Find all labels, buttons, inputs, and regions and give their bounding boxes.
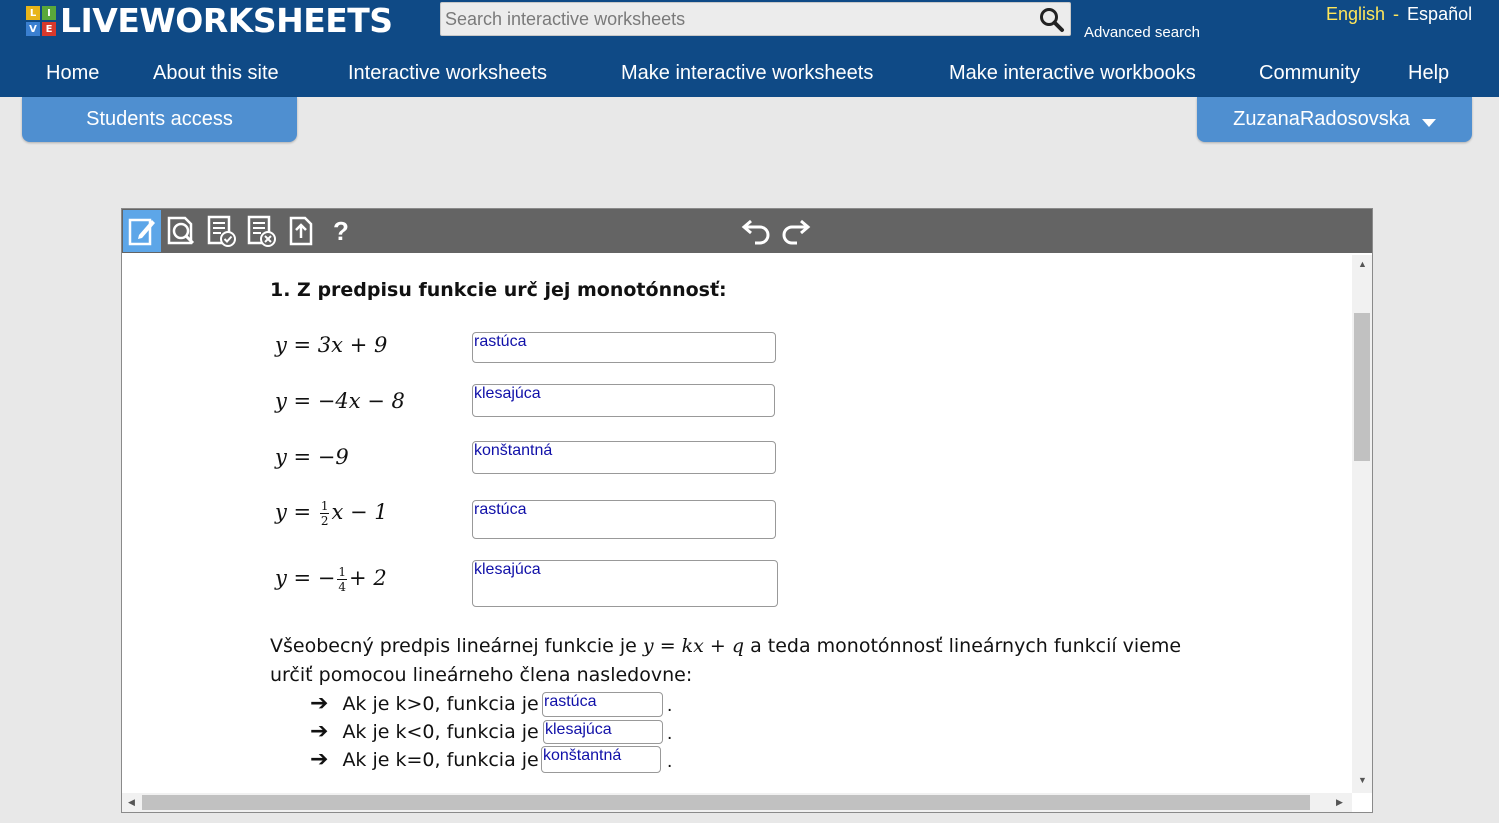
arrow-icon: ➔ <box>310 691 329 716</box>
logo-block-e: E <box>42 22 56 36</box>
logo-block-i: I <box>42 6 56 20</box>
upload-icon[interactable] <box>282 210 320 252</box>
scroll-right-icon[interactable]: ▶ <box>1336 797 1343 807</box>
fraction-1-4 <box>337 565 347 594</box>
paragraph-line-2: určiť pomocou lineárneho člena nasledovne: <box>270 664 693 686</box>
rule-3 <box>310 747 539 772</box>
students-access-label: Students access <box>86 108 233 130</box>
students-access-button[interactable] <box>22 97 297 142</box>
nav-make-workbooks[interactable]: Make interactive workbooks <box>949 62 1196 84</box>
paragraph-text: Všeobecný predpis lineárnej funkcie je <box>270 635 643 657</box>
nav-interactive-worksheets[interactable]: Interactive worksheets <box>348 62 547 84</box>
lang-espanol[interactable]: Español <box>1407 4 1473 24</box>
lang-english[interactable]: English <box>1326 4 1386 24</box>
search-input[interactable] <box>441 3 1039 35</box>
fraction-numerator: 1 <box>320 499 329 513</box>
rule-text: Ak je k<0, funkcia je <box>342 720 539 743</box>
period: . <box>667 751 673 772</box>
advanced-search-link[interactable]: Advanced search <box>1084 24 1200 41</box>
arrow-icon: ➔ <box>310 747 329 772</box>
answer-field-2[interactable]: klesajúca <box>472 384 775 417</box>
rule-1 <box>310 691 539 716</box>
undo-icon[interactable] <box>737 210 775 252</box>
logo-blocks <box>26 6 56 36</box>
search-icon[interactable] <box>1039 7 1065 33</box>
preview-icon[interactable] <box>162 210 200 252</box>
period: . <box>667 723 673 744</box>
language-switcher <box>1326 4 1472 25</box>
equation-5 <box>275 565 387 594</box>
answer-field-4[interactable]: rastúca <box>472 500 776 539</box>
equation-4-rhs: x − 1 <box>331 500 388 524</box>
equation-5-rhs: + 2 <box>349 566 387 590</box>
editor-toolbar <box>122 209 1372 253</box>
scroll-left-icon[interactable]: ◀ <box>128 797 135 807</box>
nav-make-worksheets[interactable]: Make interactive worksheets <box>621 62 874 84</box>
edit-icon[interactable] <box>123 210 161 252</box>
fraction-denominator: 4 <box>338 580 347 594</box>
top-header <box>0 0 1499 97</box>
arrow-icon: ➔ <box>310 719 329 744</box>
rule-answer-3[interactable]: konštantná <box>541 746 661 773</box>
worksheet-frame <box>121 208 1373 813</box>
rule-answer-1[interactable]: rastúca <box>542 692 663 717</box>
search-box <box>440 2 1071 36</box>
fraction-1-2 <box>320 499 330 528</box>
help-icon[interactable]: ? <box>333 215 349 246</box>
equation-4 <box>275 499 388 528</box>
user-name: ZuzanaRadosovska <box>1233 108 1410 130</box>
vertical-scroll-thumb[interactable] <box>1354 313 1370 461</box>
paragraph-text: a teda monotónnosť lineárnych funkcií vieme <box>744 635 1182 657</box>
worksheet-content <box>122 255 1352 793</box>
equation-2: y = −4x − 8 <box>275 389 405 413</box>
period: . <box>667 695 673 716</box>
delete-answers-icon[interactable] <box>242 210 280 252</box>
site-logo[interactable] <box>26 1 393 40</box>
equation-1: y = 3x + 9 <box>275 333 388 357</box>
scroll-down-icon[interactable]: ▼ <box>1358 775 1367 785</box>
vertical-scrollbar[interactable] <box>1352 255 1372 793</box>
logo-text: LIVEWORKSHEETS <box>60 1 393 40</box>
general-formula: y = kx + q <box>642 635 745 657</box>
logo-block-v: V <box>26 22 40 36</box>
fraction-denominator: 2 <box>320 514 329 528</box>
nav-help[interactable]: Help <box>1408 62 1450 84</box>
rule-text: Ak je k=0, funkcia je <box>342 748 539 771</box>
rule-2 <box>310 719 539 744</box>
nav-community[interactable]: Community <box>1259 62 1361 84</box>
equation-5-lhs: y = − <box>275 566 336 590</box>
lang-separator: - <box>1393 4 1400 24</box>
nav-home[interactable]: Home <box>46 62 100 84</box>
equation-3: y = −9 <box>275 445 349 469</box>
redo-icon[interactable] <box>777 210 815 252</box>
caret-down-icon <box>1422 119 1436 127</box>
answer-field-1[interactable]: rastúca <box>472 332 776 363</box>
equation-4-lhs: y = <box>275 500 318 524</box>
exercise-title: 1. Z predpisu funkcie urč jej monotónnosť: <box>270 279 727 301</box>
fraction-numerator: 1 <box>338 565 347 579</box>
answer-field-3[interactable]: konštantná <box>472 441 776 474</box>
user-menu-button[interactable] <box>1197 97 1472 142</box>
horizontal-scrollbar[interactable] <box>122 793 1352 812</box>
paragraph-line-1 <box>270 635 1181 657</box>
logo-block-l: L <box>26 6 40 20</box>
check-icon[interactable] <box>202 210 240 252</box>
rule-text: Ak je k>0, funkcia je <box>342 692 539 715</box>
main-nav <box>0 62 1499 88</box>
answer-field-5[interactable]: klesajúca <box>472 560 778 607</box>
horizontal-scroll-thumb[interactable] <box>142 795 1310 810</box>
rule-answer-2[interactable]: klesajúca <box>543 720 663 744</box>
nav-about[interactable]: About this site <box>153 62 279 84</box>
scroll-up-icon[interactable]: ▲ <box>1358 259 1367 269</box>
